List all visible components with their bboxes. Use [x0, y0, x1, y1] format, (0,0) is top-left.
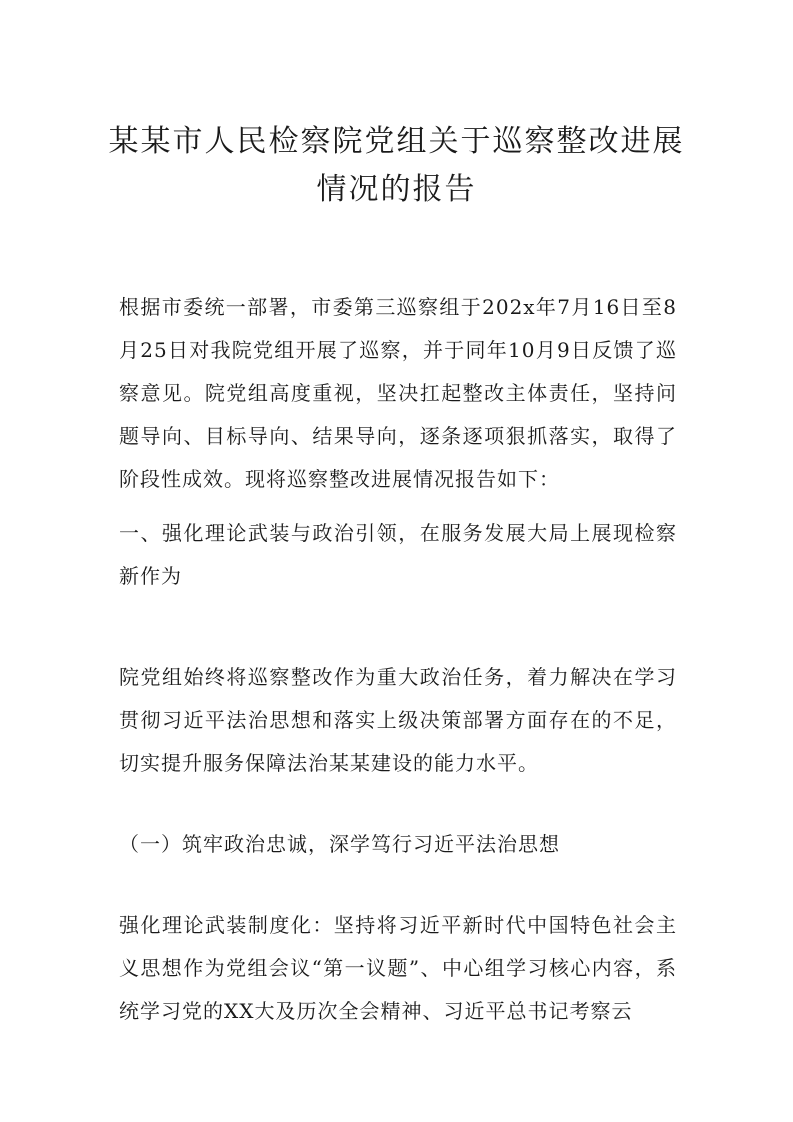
subsection-body-1: 强化理论武装制度化：坚持将习近平新时代中国特色社会主义思想作为党组会议“第一议题”、中心组学习核心内容，系统学习党的XX大及历次全会精神、习近平总书记考察云 — [119, 913, 677, 1023]
section-heading-1: 一、强化理论武装与政治引领，在服务发展大局上展现检察新作为 — [119, 521, 677, 588]
subsection-heading-1: （一）筑牢政治忠诚，深学笃行习近平法治思想 — [119, 832, 560, 856]
section-body-1: 院党组始终将巡察整改作为重大政治任务，着力解决在学习贯彻习近平法治思想和落实上级决策部署方面存在的不足，切实提升服务保障法治某某建设的能力水平。 — [119, 665, 677, 775]
document-title — [100, 118, 693, 214]
title-line-1: 某某市人民检察院党组关于巡察整改进展 — [108, 124, 685, 159]
title-line-2: 情况的报告 — [316, 172, 477, 207]
intro-paragraph: 根据市委统一部署，市委第三巡察组于202x年7月16日至8月25日对我院党组开展了巡察，并于同年10月9日反馈了巡察意见。院党组高度重视，坚决扛起整改主体责任，坚持问题导向、目标导向、结果导向，逐条逐项狠抓落实，取得了阶段性成效。现将巡察整改进展情况报告如下： — [119, 295, 677, 491]
